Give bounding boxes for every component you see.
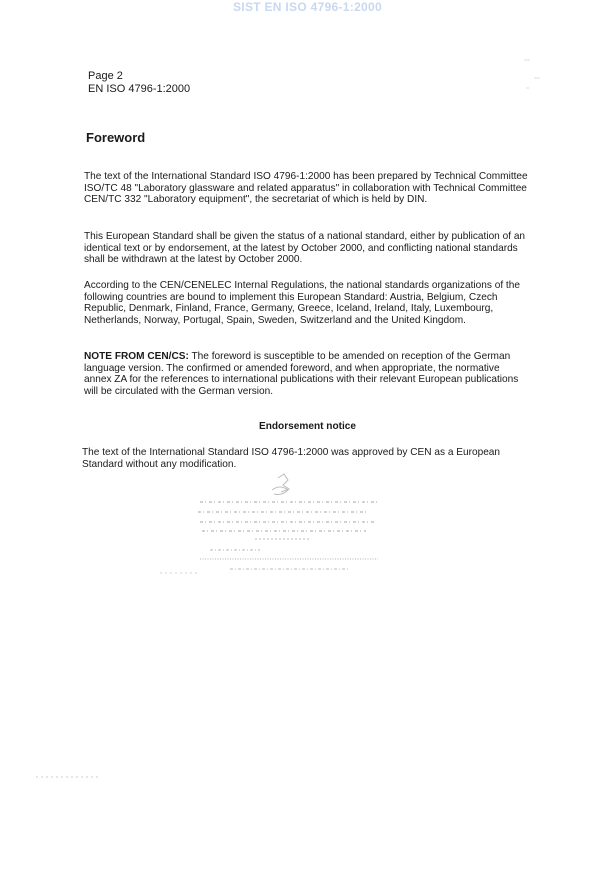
section-title: Foreword: [86, 130, 146, 145]
page-number: Page 2: [88, 70, 123, 82]
note-label: NOTE FROM CEN/CS:: [84, 351, 189, 362]
note-text: The foreword is susceptible to be amended on reception of the German language version. The confirmed or amended foreword, and when appropriate, the normative annex ZA for the references to international publications with their relevant European publications will be circulated with the German version.: [84, 351, 519, 397]
foreword-paragraph-3: According to the CEN/CENELEC Internal Regulations, the national standards organizations of the following countries are bound to implement this European Standard: Austria, Belgium, Czech Republic, Denmark, Finland, France, Germany, Greece, Iceland, Ireland, Italy, Luxembourg, Netherlands, Norway, Portugal, Spain, Sweden, Switzerland and the United Kingdom.: [84, 280, 520, 326]
scan-speck-mark: [520, 56, 550, 96]
note-paragraph: [84, 351, 529, 397]
foreword-paragraph-2: This European Standard shall be given the status of a national standard, either by publication of an identical text or by endorsement, at the latest by October 2000, and conflicting national standards shall be withdrawn at the latest by October 2000.: [84, 231, 526, 266]
foreword-paragraph-1: The text of the International Standard ISO 4796-1:2000 has been prepared by Technical Committee ISO/TC 48 "Laboratory glassware and related apparatus" in collaboration with Technical Committee CEN/TC 332 "Laboratory equipment", the secretariat of which is held by DIN.: [84, 171, 528, 206]
page-header: [88, 70, 190, 96]
endorsement-paragraph: The text of the International Standard ISO 4796-1:2000 was approved by CEN as a European Standard without any modification.: [82, 447, 501, 470]
faded-stamp: [160, 470, 390, 582]
scan-speck-footer: [36, 772, 106, 782]
document-id: EN ISO 4796-1:2000: [88, 83, 191, 95]
watermark-text: SIST EN ISO 4796-1:2000: [233, 0, 382, 14]
endorsement-heading: Endorsement notice: [258, 421, 357, 432]
